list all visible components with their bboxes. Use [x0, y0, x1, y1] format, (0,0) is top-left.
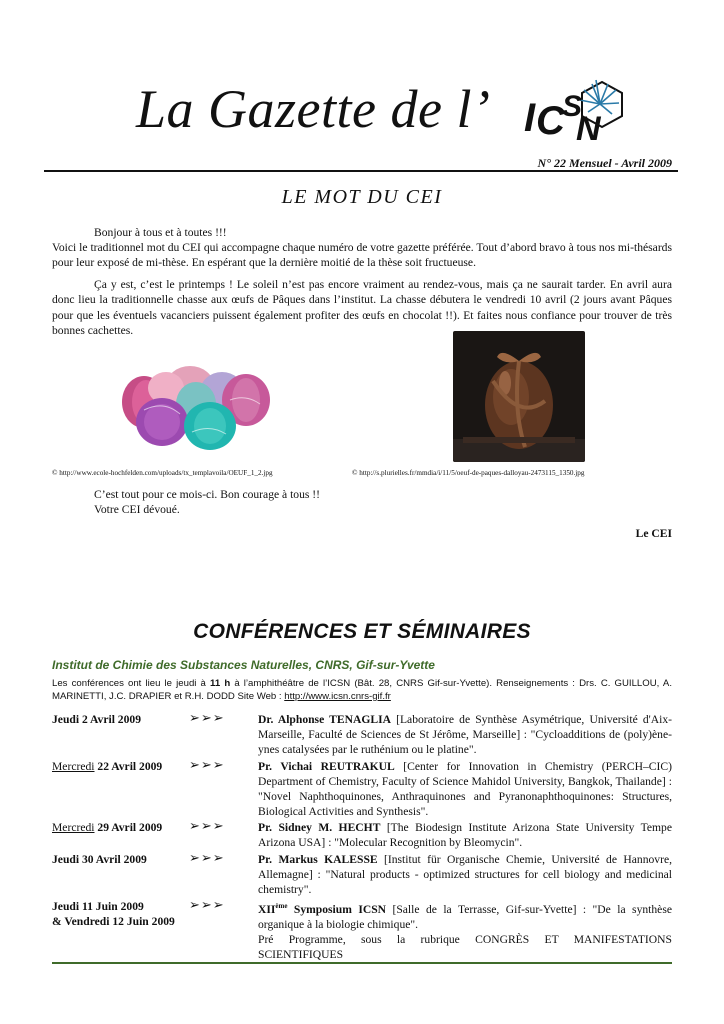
institute-name: Institut de Chimie des Substances Naturelles, CNRS, Gif-sur-Yvette	[52, 658, 435, 672]
event-description	[258, 712, 672, 757]
svg-text:S: S	[562, 90, 583, 123]
event-description	[258, 820, 672, 850]
conferences-section-title: CONFÉRENCES ET SÉMINAIRES	[193, 620, 531, 643]
event-day-2: & Vendredi 12 Juin 2009	[52, 915, 175, 928]
event-speaker	[258, 903, 386, 916]
event-date: Jeudi 30 Avril 2009	[52, 853, 147, 866]
issue-number: N° 22 Mensuel - Avril 2009	[537, 156, 672, 170]
cei-paragraph-2: Ça y est, c’est le printemps ! Le soleil n’est pas encore vraiment au rendez-vous, mais ça ne saurait tarder. En avril aura donc lieu la traditionnelle chasse aux œufs de Pâques dans l’institut. La chasse débutera le vendredi 10 avril (2 jours avant Pâques pour que les éventuels vacanciers puissent également profiter des œufs en chocolat !!). Et faites nous confiance pour trouver de très bonnes cachettes.	[52, 278, 672, 337]
event-description	[258, 899, 672, 962]
event-speaker: Pr. Vichai REUTRAKUL	[258, 760, 395, 773]
logo-palm-icon	[580, 80, 619, 114]
website-link[interactable]: http://www.icsn.cnrs-gif.fr	[284, 690, 391, 702]
arrow-icon: ➢➢➢	[189, 757, 225, 772]
gazette-title: La Gazette de l’	[136, 79, 491, 139]
info-text-2: à l’amphithéâtre de l’ICSN (Bât. 28, CNRS Gif-sur-Yvette). Renseignements : Drs. C. GUILLOU, A. MARINETTI, J.C. DRAPIER et R.H. DODD Site Web :	[52, 678, 673, 702]
cei-signature: Le CEI	[635, 527, 672, 540]
header-rule	[44, 170, 678, 172]
event-speaker: Dr. Alphonse TENAGLIA	[258, 713, 391, 726]
event-speaker: Pr. Sidney M. HECHT	[258, 821, 381, 834]
svg-text:N: N	[576, 110, 601, 142]
closing-line-2: Votre CEI dévoué.	[94, 503, 180, 516]
event-weekday: Mercredi	[52, 760, 95, 773]
chocolate-egg-photo	[453, 331, 585, 462]
conference-info	[52, 678, 672, 703]
easter-eggs-photo	[104, 348, 278, 456]
speaker-prefix: XII	[258, 902, 276, 916]
event-weekday: Mercredi	[52, 821, 95, 834]
footer-rule	[52, 962, 672, 964]
event-details: [Institut für Organische Chemie, Université de Hannovre, Allemagne] : "Natural products - optimized structures for cell biology and medicinal chemistry".	[258, 853, 672, 896]
svg-text:I: I	[524, 96, 536, 140]
event-day-rest: 29 Avril 2009	[94, 821, 163, 834]
info-time: 11 h	[210, 678, 231, 689]
svg-text:C: C	[536, 99, 565, 142]
event-note: Pré Programme, sous la rubrique CONGRÈS ET MANIFESTATIONS SCIENTIFIQUES	[258, 932, 672, 961]
info-text-1: Les conférences ont lieu le jeudi à	[52, 678, 211, 689]
cei-closing	[94, 487, 320, 517]
cei-greeting: Bonjour à tous et à toutes !!!	[94, 226, 227, 239]
arrow-icon: ➢➢➢	[189, 710, 225, 725]
arrow-icon: ➢➢➢	[189, 818, 225, 833]
speaker-name: Symposium ICSN	[287, 902, 387, 916]
event-day-1: Jeudi 11 Juin 2009	[52, 900, 144, 913]
event-day-rest: 22 Avril 2009	[94, 760, 163, 773]
photo-credit-1: © http://www.ecole-hochfelden.com/uploads/tx_templavoila/OEUF_1_2.jpg	[52, 469, 273, 477]
speaker-superscript: ème	[275, 902, 288, 910]
event-description	[258, 852, 672, 897]
cei-paragraph-1: Voici le traditionnel mot du CEI qui accompagne chaque numéro de votre gazette préférée. Tout d’abord bravo à tous nos mi-thésards pour leur exposé de mi-thèse. En espérant que la dernière moitié de la thèse soit fructueuse.	[52, 241, 672, 270]
event-date	[52, 820, 162, 835]
arrow-icon: ➢➢➢	[189, 850, 225, 865]
event-details: [Center for Innovation in Chemistry (PERCH–CIC) Department of Chemistry, Faculty of Science Mahidol University, Bangkok, Thailande] : "Novel Naphthoquinones, Anthraquinones and Pyranonaphthoquinones: Structures, Biological Activities and Synthesis".	[258, 760, 672, 818]
event-details: [Laboratoire de Synthèse Asymétrique, Université d'Aix-Marseille, Faculté de Sciences de St Jérôme, Marseille] : "Cycloadditions de (poly)ène-ynes catalysées par le ruthénium ou le platine".	[258, 713, 672, 756]
event-details: [The Biodesign Institute Arizona State University Tempe Arizona USA] : "Molecular Recognition by Bleomycin".	[258, 821, 673, 849]
event-details: [Salle de la Terrasse, Gif-sur-Yvette] : "De la synthèse organique à la biologie chimique".	[258, 902, 672, 931]
photo-credit-2: © http://s.plurielles.fr/mmdia/i/11/5/oeuf-de-paques-dalloyau-2473115_1350.jpg	[352, 469, 585, 477]
icsn-logo	[522, 76, 634, 142]
event-date	[52, 899, 175, 929]
event-speaker: Pr. Markus KALESSE	[258, 853, 378, 866]
event-date	[52, 759, 162, 774]
cei-section-title: LE MOT DU CEI	[281, 186, 443, 208]
closing-line-1: C’est tout pour ce mois-ci. Bon courage à tous !!	[94, 488, 321, 501]
arrow-icon: ➢➢➢	[189, 897, 225, 912]
event-date: Jeudi 2 Avril 2009	[52, 713, 141, 726]
event-description	[258, 759, 672, 819]
